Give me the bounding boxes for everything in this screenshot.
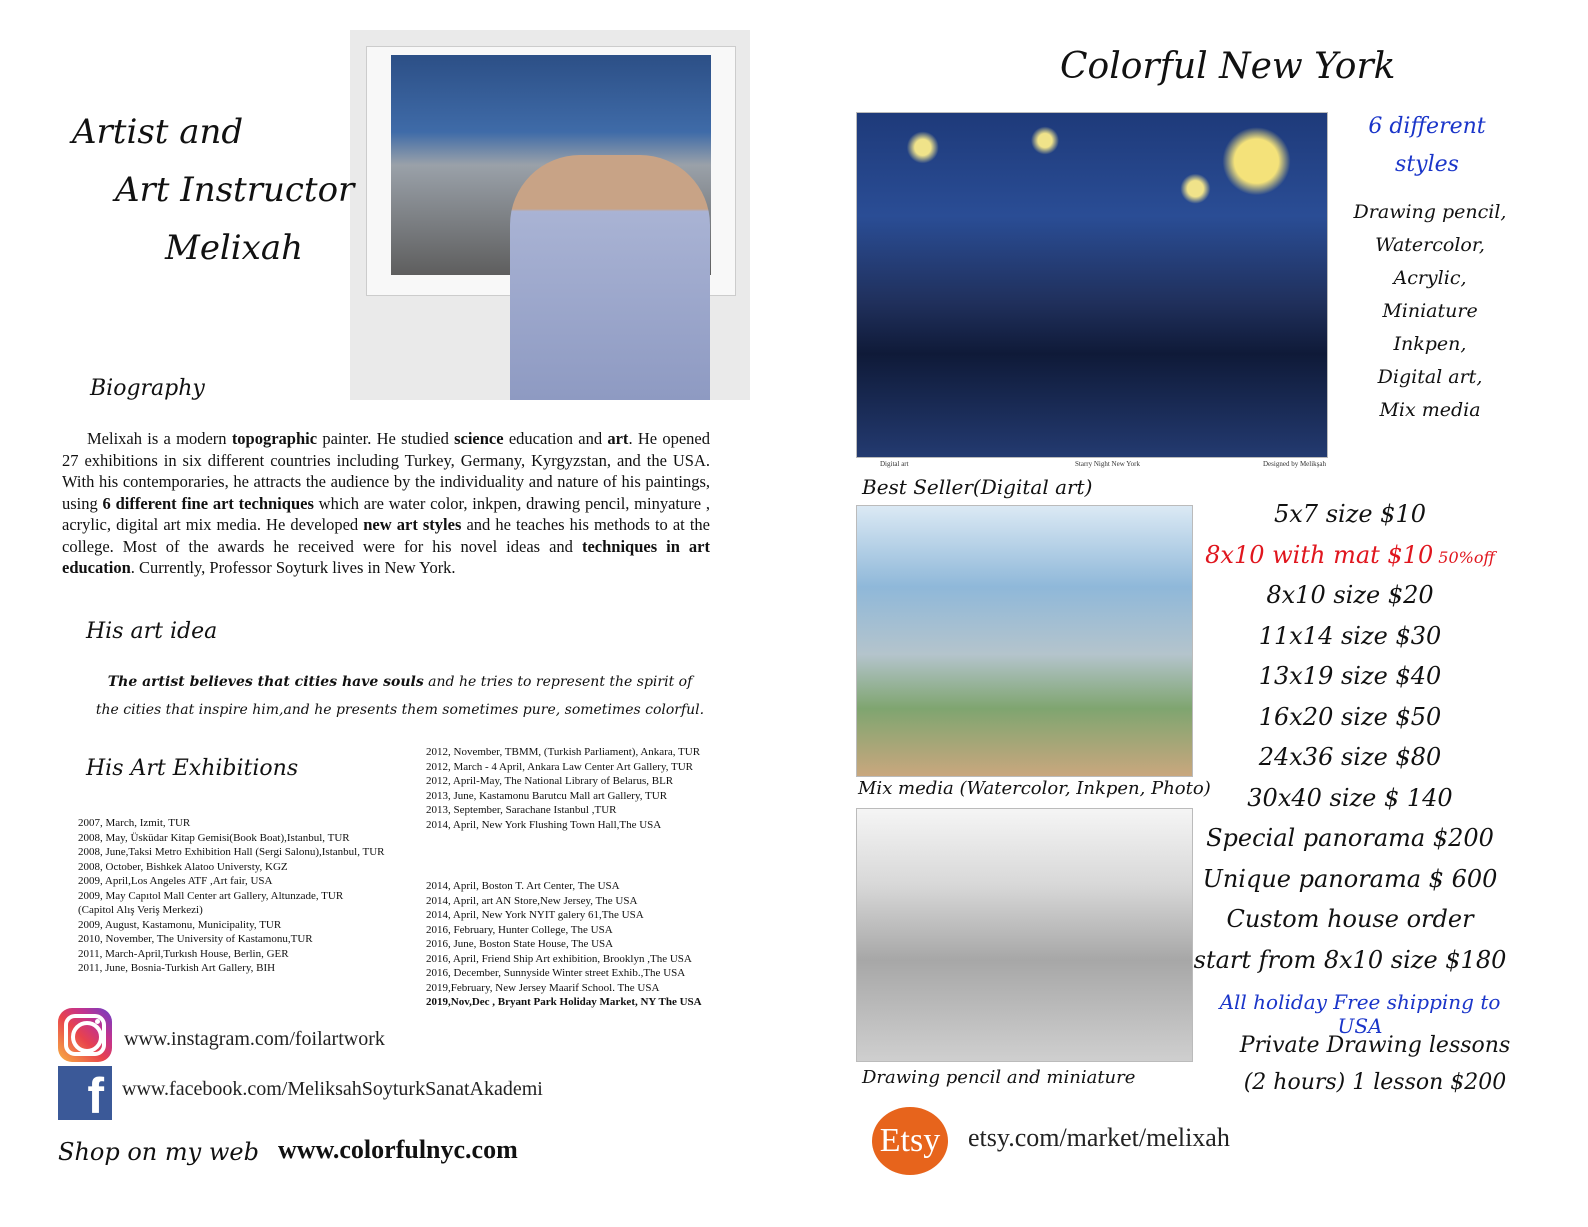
biography-segment: new art styles (363, 515, 462, 534)
biography-segment: and he teaches his methods to at the college. Most of the awards he received were for his novel ideas and (62, 515, 711, 556)
price-item (1180, 865, 1520, 893)
mix-media-caption: Mix media (Watercolor, Inkpen, Photo) (858, 778, 1211, 799)
exhibition-item: 2010, November, The University of Kastamonu,TUR (78, 933, 313, 945)
exhibition-item: 2008, June,Taksi Metro Exhibition Hall (Sergi Salonu),Istanbul, TUR (78, 846, 385, 858)
exhibition-item: 2014, April, art AN Store,New Jersey, The USA (426, 894, 638, 907)
price-text: 11x14 size $30 (1258, 621, 1442, 650)
exhibition-item: 2013, September, Sarachane Istanbul ,TUR (426, 804, 617, 816)
biography-segment: painter. He studied (317, 429, 455, 448)
price-text: 8x10 with mat $10 (1205, 540, 1434, 569)
exhibition-item: 2014, April, New York NYIT galery 61,The USA (426, 909, 644, 921)
facebook-icon[interactable]: f (58, 1066, 112, 1120)
starry-caption-center: Starry Night New York (1075, 460, 1140, 468)
website-link[interactable]: www.colorfulnyc.com (278, 1135, 518, 1164)
style-item: Miniature (1382, 300, 1478, 322)
biography-segment: 6 different fine art techniques (102, 493, 314, 513)
price-text: 8x10 size $20 (1266, 581, 1434, 609)
exhibition-item: 2013, June, Kastamonu Barutcu Mall art Gallery, TUR (426, 789, 668, 802)
art-idea-segment: and he tries to represent the spirit of (423, 674, 693, 690)
styles-heading-line-1: 6 different (1368, 114, 1486, 139)
page-title: Colorful New York (1060, 46, 1396, 87)
price-item (1180, 581, 1520, 609)
instagram-icon[interactable] (58, 1008, 112, 1062)
style-item: Mix media (1379, 399, 1481, 421)
exhibition-item: 2008, May, Üsküdar Kitap Gemisi(Book Boat),Istanbul, TUR (78, 831, 350, 844)
art-idea-line (90, 696, 710, 724)
exhibition-item: 2007, March, Izmit, TUR (78, 817, 191, 829)
exhibition-bryant-park: 2019,Nov,Dec , Bryant Park Holiday Market, NY The USA (426, 996, 702, 1008)
style-item: Watercolor, (1375, 234, 1485, 256)
starry-caption-left: Digital art (880, 460, 909, 468)
art-idea-heading: His art idea (86, 619, 218, 644)
biography-segment: which are water color, inkpen, drawing pencil, minyature , acrylic, digital art mix media. He developed (62, 493, 710, 534)
biography-segment: science (454, 429, 504, 448)
shop-label: Shop on my web (58, 1138, 259, 1166)
biography-text (62, 428, 710, 579)
etsy-logo[interactable]: Etsy (872, 1107, 948, 1175)
art-idea-text (90, 668, 710, 724)
price-text: 16x20 size $50 (1258, 702, 1442, 731)
artist-photo (350, 30, 750, 400)
pencil-caption: Drawing pencil and miniature (862, 1067, 1136, 1088)
style-item: Inkpen, (1393, 333, 1467, 355)
exhibition-item: 2009, April,Los Angeles ATF ,Art fair, USA (78, 875, 273, 887)
biography-segment: . He opened 27 exhibitions in six different countries including Turkey, Germany, Kyrgyzstan, and the USA. With his contemporaries, he attracts the audience by the individuality and nature of his paintings, using (62, 429, 710, 513)
exhibition-item: 2014, April, Boston T. Art Center, The USA (426, 880, 620, 892)
exhibition-item: 2016, April, Friend Ship Art exhibition, Brooklyn ,The USA (426, 952, 692, 965)
facebook-link[interactable]: www.facebook.com/MeliksahSoyturkSanatAkademi (122, 1078, 543, 1100)
exhibition-item: 2016, June, Boston State House, The USA (426, 938, 614, 950)
discount-badge: 50%off (1433, 547, 1495, 567)
best-seller-label: Best Seller(Digital art) (862, 475, 1093, 499)
title-line-2: Art Instructor (115, 170, 355, 210)
exhibitions-heading: His Art Exhibitions (86, 756, 299, 781)
etsy-link[interactable]: etsy.com/market/melixah (968, 1123, 1230, 1152)
price-text: 13x19 size $40 (1258, 662, 1442, 690)
biography-segment: art (607, 429, 629, 448)
exhibitions-list-early (78, 816, 385, 976)
biography-segment: topographic (231, 429, 318, 448)
price-item (1180, 905, 1520, 933)
free-shipping-note: All holiday Free shipping to USA (1219, 990, 1501, 1038)
styles-heading (1352, 108, 1502, 184)
starry-caption-right: Designed by Melikşah (1263, 460, 1326, 468)
exhibition-item: (Capitol Alış Veriş Merkezi) (78, 904, 203, 916)
instagram-link[interactable]: www.instagram.com/foilartwork (124, 1028, 385, 1050)
biography-segment: techniques in art education (62, 536, 710, 577)
style-item: Acrylic, (1393, 267, 1467, 289)
exhibition-item: 2009, August, Kastamonu, Municipality, TUR (78, 918, 282, 931)
exhibition-item: 2016, February, Hunter College, The USA (426, 923, 613, 936)
style-item: Drawing pencil, (1353, 201, 1507, 223)
price-item (1180, 662, 1520, 690)
price-item (1180, 541, 1520, 569)
price-text: 5x7 size $10 (1274, 500, 1426, 528)
price-text: start from 8x10 size $180 (1193, 945, 1507, 974)
price-text: 30x40 size $ 140 (1247, 783, 1453, 812)
exhibition-item: 2011, June, Bosnia-Turkish Art Gallery, BIH (78, 962, 276, 974)
price-item (1180, 784, 1520, 812)
price-text: 24x36 size $80 (1258, 743, 1442, 771)
artist-portrait (510, 155, 710, 400)
exhibition-item: 2012, March - 4 April, Ankara Law Center Art Gallery, TUR (426, 760, 693, 773)
price-text: Unique panorama $ 600 (1202, 864, 1498, 893)
exhibition-item: 2016, December, Sunnyside Winter street Exhib.,The USA (426, 967, 686, 979)
exhibitions-list-2014-2019 (426, 879, 692, 995)
exhibition-item: 2009, May Capıtol Mall Center art Gallery, Altunzade, TUR (78, 889, 344, 902)
price-text: Special panorama $200 (1206, 824, 1494, 852)
biography-segment: education and (503, 429, 608, 448)
exhibition-item: 2014, April, New York Flushing Town Hall,The USA (426, 818, 662, 831)
styles-list (1340, 196, 1520, 427)
title-line-3: Melixah (165, 228, 304, 268)
exhibitions-list-2012-2014 (426, 745, 700, 832)
title-line-1: Artist and (72, 112, 244, 152)
biography-segment: . Currently, Professor Soyturk lives in New York. (130, 558, 456, 577)
exhibition-item: 2008, October, Bishkek Alatoo Universty, KGZ (78, 860, 288, 873)
exhibition-item: 2019,February, New Jersey Maarif School. The USA (426, 981, 660, 994)
price-item (1180, 824, 1520, 852)
price-text: Custom house order (1226, 905, 1474, 933)
styles-heading-line-2: styles (1395, 152, 1459, 177)
biography-segment: Melixah is a modern (87, 429, 232, 448)
art-idea-segment: The artist believes that cities have souls (107, 674, 424, 690)
price-item (1180, 946, 1520, 974)
price-item (1180, 500, 1520, 528)
price-item (1180, 703, 1520, 731)
price-item (1180, 743, 1520, 771)
mix-media-image (856, 505, 1193, 777)
art-idea-line (90, 668, 710, 696)
art-idea-segment: the cities that inspire him,and he presents them sometimes pure, sometimes colorful. (95, 702, 705, 718)
lessons-line-2: (2 hours) 1 lesson $200 (1243, 1070, 1507, 1095)
biography-heading: Biography (90, 376, 205, 401)
drawing-pencil-image (856, 808, 1193, 1062)
exhibition-item: 2011, March-April,Turkısh House, Berlin, GER (78, 947, 289, 960)
exhibition-item: 2012, April-May, The National Library of Belarus, BLR (426, 775, 674, 787)
exhibition-item: 2012, November, TBMM, (Turkish Parliament), Ankara, TUR (426, 746, 701, 758)
starry-night-new-york-image (856, 112, 1328, 458)
price-item (1180, 622, 1520, 650)
lessons-line-1: Private Drawing lessons (1239, 1033, 1511, 1058)
style-item: Digital art, (1377, 366, 1483, 388)
